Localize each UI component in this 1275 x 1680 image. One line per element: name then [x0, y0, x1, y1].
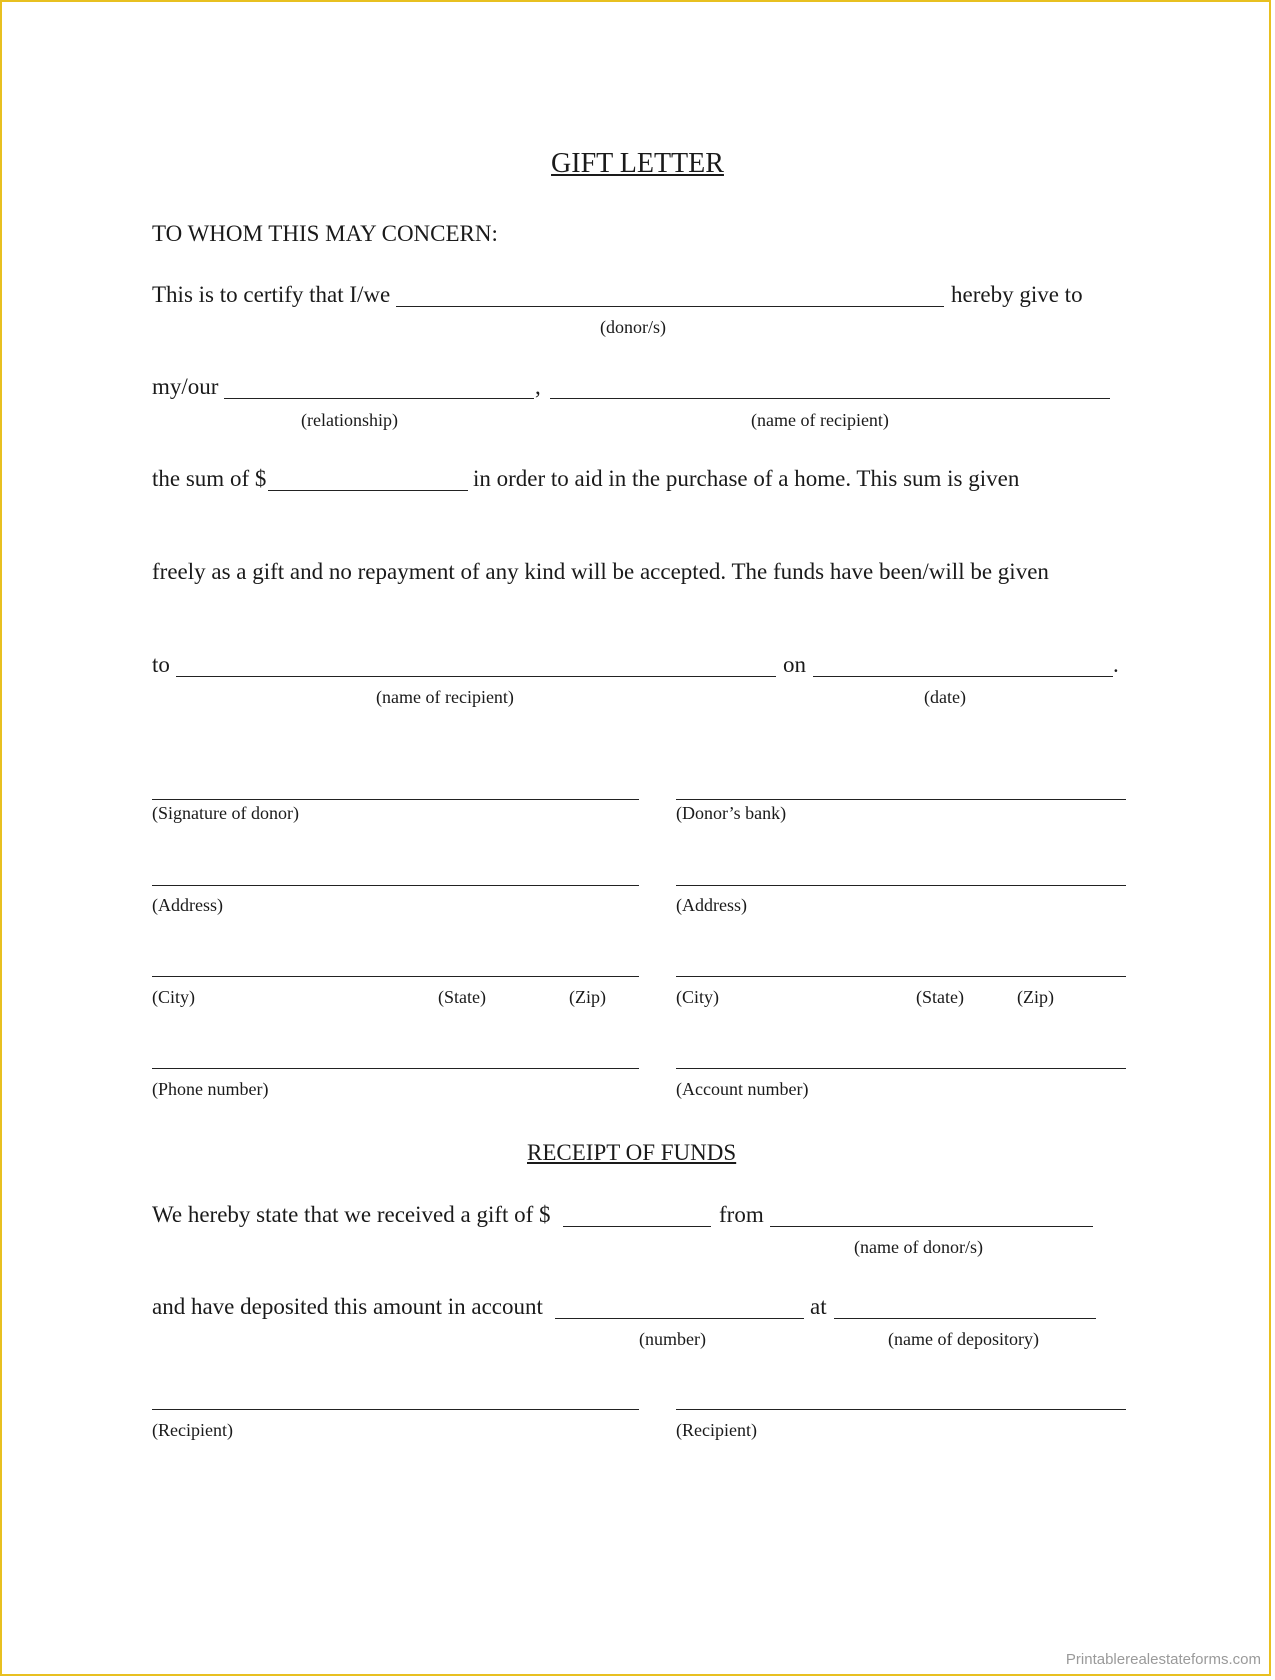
- recipient-label-2: (name of recipient): [376, 687, 514, 707]
- deposited-text: and have deposited this amount in account: [152, 1294, 543, 1319]
- signature-label: (Signature of donor): [152, 803, 299, 823]
- donor-phone-field[interactable]: [152, 1068, 639, 1069]
- account-number-field[interactable]: [676, 1068, 1126, 1069]
- from-text: from: [719, 1202, 764, 1227]
- at-text: at: [810, 1294, 827, 1319]
- depository-field[interactable]: [834, 1318, 1096, 1319]
- recipient-name-field[interactable]: [550, 398, 1110, 399]
- on-text: on: [783, 652, 806, 677]
- comma: ,: [535, 374, 541, 399]
- relationship-label: (relationship): [301, 410, 398, 430]
- deposit-account-field[interactable]: [555, 1318, 804, 1319]
- bank-city-label: (City): [676, 987, 719, 1007]
- donor-zip-label: (Zip): [569, 987, 606, 1007]
- received-gift-text: We hereby state that we received a gift of $: [152, 1202, 551, 1227]
- phone-label: (Phone number): [152, 1079, 269, 1099]
- salutation: TO WHOM THIS MAY CONCERN:: [152, 221, 498, 246]
- donor-names-field[interactable]: [770, 1226, 1093, 1227]
- bank-state-label: (State): [916, 987, 964, 1007]
- donor-bank-label: (Donor’s bank): [676, 803, 787, 823]
- give-to-text: hereby give to: [951, 282, 1083, 307]
- page-title: GIFT LETTER: [551, 148, 724, 179]
- sum-text: the sum of $: [152, 466, 267, 491]
- recipient-signature-right-field[interactable]: [676, 1409, 1126, 1410]
- bank-address-field[interactable]: [676, 885, 1126, 886]
- donor-label: (donor/s): [600, 317, 666, 337]
- gift-amount-field[interactable]: [268, 490, 468, 491]
- account-number-label: (Account number): [676, 1079, 809, 1099]
- donor-city-label: (City): [152, 987, 195, 1007]
- recipient-signature-left-field[interactable]: [152, 1409, 639, 1410]
- watermark: Printablerealestateforms.com: [1065, 1651, 1261, 1668]
- donor-city-state-zip-field[interactable]: [152, 976, 639, 977]
- depository-label: (name of depository): [888, 1329, 1039, 1349]
- donor-state-label: (State): [438, 987, 486, 1007]
- donor-bank-field[interactable]: [676, 799, 1126, 800]
- recipient-left-label: (Recipient): [152, 1420, 233, 1440]
- received-amount-field[interactable]: [563, 1226, 711, 1227]
- donor-name-field[interactable]: [396, 306, 944, 307]
- relationship-field[interactable]: [224, 398, 534, 399]
- number-label: (number): [639, 1329, 706, 1349]
- purchase-text: in order to aid in the purchase of a home. This sum is given: [473, 466, 1020, 491]
- bank-city-state-zip-field[interactable]: [676, 976, 1126, 977]
- donor-address-label: (Address): [152, 895, 223, 915]
- date-field[interactable]: [813, 676, 1113, 677]
- date-label: (date): [924, 687, 966, 707]
- recipient-right-label: (Recipient): [676, 1420, 757, 1440]
- to-text: to: [152, 652, 170, 677]
- recipient-label: (name of recipient): [751, 410, 889, 430]
- donor-signature-field[interactable]: [152, 799, 639, 800]
- donors-label: (name of donor/s): [854, 1237, 983, 1257]
- period: .: [1113, 652, 1119, 677]
- certify-text: This is to certify that I/we: [152, 282, 391, 307]
- given-to-recipient-field[interactable]: [176, 676, 776, 677]
- donor-address-field[interactable]: [152, 885, 639, 886]
- receipt-heading: RECEIPT OF FUNDS: [527, 1140, 737, 1165]
- bank-zip-label: (Zip): [1017, 987, 1054, 1007]
- freely-text: freely as a gift and no repayment of any kind will be accepted. The funds have been/will be given: [152, 559, 1049, 584]
- my-our-text: my/our: [152, 374, 219, 399]
- bank-address-label: (Address): [676, 895, 747, 915]
